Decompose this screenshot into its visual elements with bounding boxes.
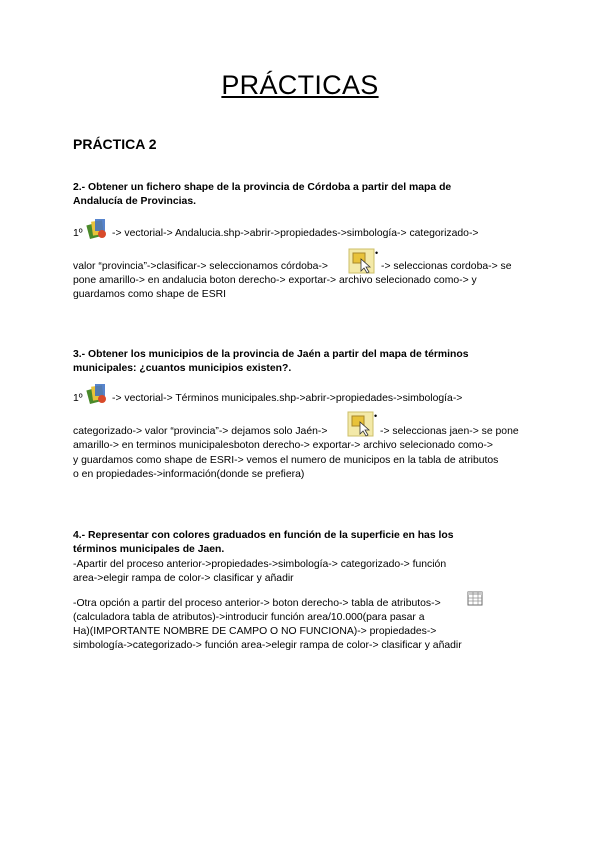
ex3-step1-prefix: 1º	[73, 393, 83, 404]
ex2-step2-line1a: valor “provincia”->clasificar-> seleccionamos córdoba->	[73, 261, 328, 272]
ex2-step2-line3: guardamos como shape de ESRI	[73, 289, 227, 300]
ex3-question-line2: municipales: ¿cuantos municipios existen?.	[73, 363, 292, 374]
ex4-paragraph2-line4: simbología->categorizado-> función area->elegir rampa de color-> clasificar y añadir	[73, 640, 462, 651]
page-title: PRÁCTICAS	[221, 70, 379, 100]
ex3-step2-line1b: -> seleccionas jaen-> se pone	[380, 426, 519, 437]
select-feature-icon	[348, 248, 375, 274]
ex4-paragraph2-line3: Ha)(IMPORTANTE NOMBRE DE CAMPO O NO FUNCIONA)-> propiedades->	[73, 626, 437, 637]
ex3-step2-line1a: categorizado-> valor “provincia”-> dejamos solo Jaén->	[73, 426, 328, 437]
select-feature-icon	[347, 411, 374, 437]
ex4-paragraph2-line1: -Otra opción a partir del proceso anterior-> boton derecho-> tabla de atributos->	[73, 598, 441, 609]
ex3-question-line1: 3.- Obtener los municipios de la provincia de Jaén a partir del mapa de términos	[73, 349, 469, 360]
ex4-question-line2: términos municipales de Jaen.	[73, 544, 225, 555]
icon-marker-dot: •	[374, 411, 378, 421]
ex4-paragraph2-line2: (calculadora tabla de atributos)->introducir función area/10.000(para pasar a	[73, 612, 425, 623]
ex4-paragraph1-line2: area->elegir rampa de color-> clasificar y añadir	[73, 573, 294, 584]
ex3-step2-line4: o en propiedades->información(donde se prefiera)	[73, 469, 305, 480]
ex2-question-line1: 2.- Obtener un fichero shape de la provincia de Córdoba a partir del mapa de	[73, 182, 452, 193]
ex3-step2-line3: y guardamos como shape de ESRI-> vemos el numero de municipos en la tabla de atributos	[73, 455, 499, 466]
ex2-step2-line1b: -> seleccionas cordoba-> se	[381, 261, 512, 272]
add-vector-layer-icon	[86, 217, 108, 241]
ex4-question-line1: 4.- Representar con colores graduados en función de la superficie en has los	[73, 530, 454, 541]
ex2-step1-text: -> vectorial-> Andalucia.shp->abrir->propiedades->simbología-> categorizado->	[112, 228, 479, 239]
add-vector-layer-icon	[86, 382, 108, 406]
ex2-step1-prefix: 1º	[73, 228, 83, 239]
practice-heading: PRÁCTICA 2	[73, 136, 157, 152]
ex4-paragraph1-line1: -Apartir del proceso anterior->propiedades->simbología-> categorizado-> función	[73, 559, 447, 570]
ex3-step2-line2: amarillo-> en terminos municipalesboton derecho-> exportar-> archivo selecionado como->	[73, 440, 493, 451]
ex3-step1-text: -> vectorial-> Términos municipales.shp->abrir->propiedades->simbología->	[112, 393, 463, 404]
ex2-question-line2: Andalucía de Provincias.	[73, 196, 196, 207]
attribute-table-icon	[467, 591, 483, 606]
ex2-step2-line2: pone amarillo-> en andalucia boton derecho-> exportar-> archivo selecionado como-> y	[73, 275, 477, 286]
icon-marker-dot: •	[375, 248, 379, 258]
